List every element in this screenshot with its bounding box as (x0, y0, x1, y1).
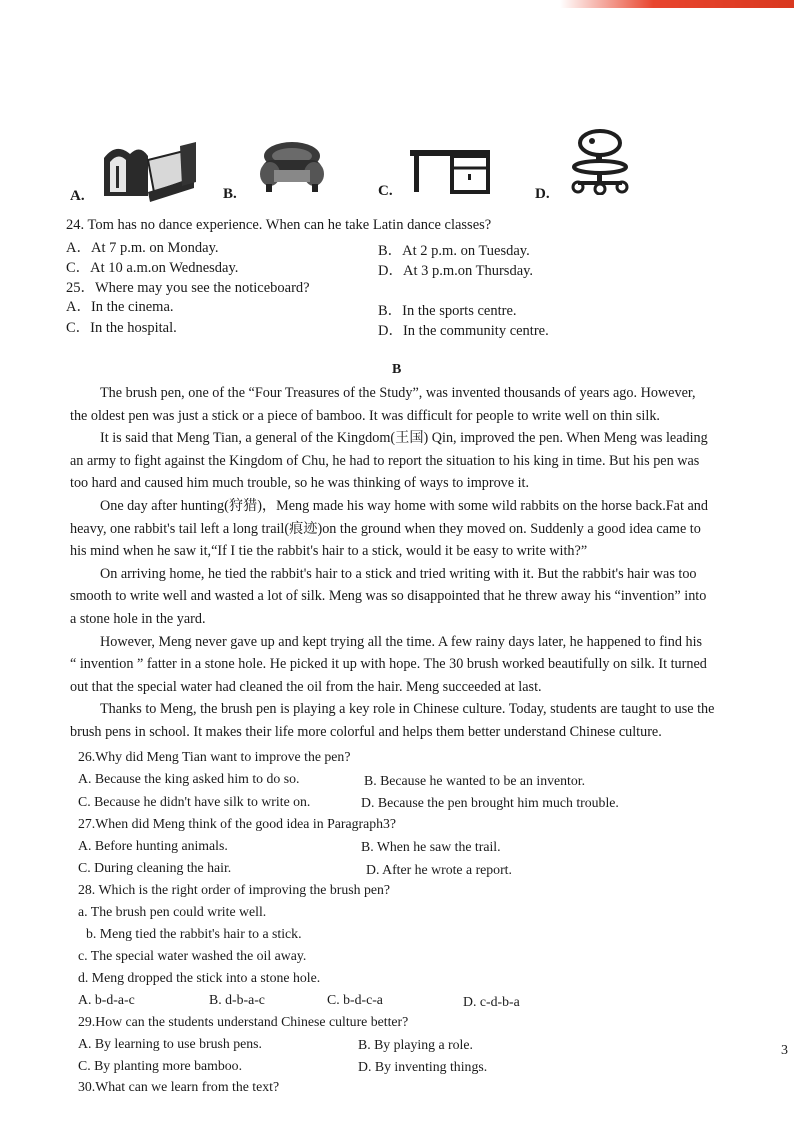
q27-option-a: A. Before hunting animals. (78, 838, 228, 853)
option-label-a: A. (70, 188, 85, 204)
passage-line: brush pens in school. It makes their life more colorful and helps them better understand Chinese culture. (70, 723, 662, 740)
q27-option-b: B. When he saw the trail. (361, 839, 501, 854)
passage-line: The brush pen, one of the “Four Treasures of the Study”, was invented thousands of years ago. However, (100, 385, 696, 401)
office-chair-icon (566, 127, 634, 195)
q24-option-b: B．At 2 p.m. on Tuesday. (378, 243, 530, 259)
q27-stem: 27.When did Meng think of the good idea in Paragraph3? (78, 816, 397, 831)
bed-icon (96, 136, 200, 204)
top-red-strip (560, 0, 794, 8)
q28-item: a. The brush pen could write well. (78, 904, 267, 919)
q24-option-c: C．At 10 a.m.on Wednesday. (66, 260, 239, 276)
passage-line: the oldest pen was just a stick or a piece of bamboo. It was difficult for people to write well on thin silk. (70, 407, 660, 424)
q26-option-c: C. Because he didn't have silk to write on. (78, 794, 311, 809)
passage-line: a stone hole in the yard. (70, 610, 206, 627)
q25-stem: 25．Where may you see the noticeboard? (66, 280, 310, 296)
q30-stem: 30.What can we learn from the text? (78, 1079, 280, 1094)
q26-option-d: D. Because the pen brought him much trouble. (361, 795, 619, 810)
q28-option-a: A. b-d-a-c (78, 992, 135, 1007)
q27-option-d: D. After he wrote a report. (366, 862, 512, 877)
reading-passage (70, 382, 772, 744)
option-label-c: C. (378, 183, 393, 199)
q28-option-d: D. c-d-b-a (463, 994, 520, 1009)
q29-option-a: A. By learning to use brush pens. (78, 1036, 262, 1051)
q28-stem: 28. Which is the right order of improving the brush pen? (78, 882, 391, 897)
q28-item: c. The special water washed the oil away. (78, 948, 307, 963)
q24-stem: 24. Tom has no dance experience. When can he take Latin dance classes? (66, 217, 492, 233)
passage-line: On arriving home, he tied the rabbit's hair to a stick and tried writing with it. But the rabbit's hair was too (100, 565, 697, 582)
q25-option-b: B．In the sports centre. (378, 303, 517, 319)
q25-option-d: D．In the community centre. (378, 323, 549, 339)
passage-line: One day after hunting(狩猎)，Meng made his way home with some wild rabbits on the horse back.Fat and (100, 497, 708, 514)
armchair-icon (256, 138, 328, 196)
passage-line: It is said that Meng Tian, a general of the Kingdom(王国) Qin, improved the pen. When Meng was leading (100, 430, 708, 447)
q26-option-a: A. Because the king asked him to do so. (78, 771, 300, 786)
passage-line: Thanks to Meng, the brush pen is playing a key role in Chinese culture. Today, students are taught to use the (100, 701, 715, 718)
passage-line: his mind when he saw it,“If I tie the rabbit's hair to a stick, would it be easy to write with?” (70, 543, 588, 560)
q26-stem: 26.Why did Meng Tian want to improve the pen? (78, 749, 351, 764)
passage-line: out that the special water had cleaned the oil from the hair. Meng succeeded at last. (70, 678, 542, 695)
passage-line: However, Meng never gave up and kept trying all the time. A few rainy days later, he happened to find his (100, 633, 703, 650)
passage-line: “ invention ” fatter in a stone hole. He picked it up with hope. The 30 brush worked beautifully on silk. It turned (70, 656, 707, 673)
passage-line: heavy, one rabbit's tail left a long trail(痕迹)on the ground when they moved on. Suddenly a good idea came to (70, 520, 701, 537)
q29-stem: 29.How can the students understand Chinese culture better? (78, 1014, 409, 1029)
q28-item: d. Meng dropped the stick into a stone hole. (78, 970, 321, 985)
q24-option-d: D．At 3 p.m.on Thursday. (378, 263, 534, 279)
q29-option-c: C. By planting more bamboo. (78, 1058, 243, 1073)
passage-line: smooth to write well and wasted a lot of silk. Meng was so disappointed that he threw away his “invention” into (70, 588, 707, 605)
q29-option-b: B. By playing a role. (358, 1037, 473, 1052)
q27-option-c: C. During cleaning the hair. (78, 860, 232, 875)
q26-option-b: B. Because he wanted to be an inventor. (364, 773, 586, 788)
q29-option-d: D. By inventing things. (358, 1059, 488, 1074)
q28-option-c: C. b-d-c-a (327, 992, 383, 1007)
q28-item: b. Meng tied the rabbit's hair to a stick. (86, 926, 302, 941)
option-label-b: B. (223, 186, 237, 202)
q28-option-b: B. d-b-a-c (209, 992, 265, 1007)
desk-icon (408, 148, 492, 194)
passage-line: an army to fight against the Kingdom of Chu, he had to report the situation to his king in time. But his pen was (70, 452, 700, 469)
passage-line: too hard and caused him much trouble, so he was thinking of ways to improve it. (70, 475, 530, 492)
option-label-d: D. (535, 186, 550, 202)
q24-option-a: A．At 7 p.m. on Monday. (66, 240, 219, 256)
section-heading: B (392, 362, 402, 377)
q25-option-a: A．In the cinema. (66, 299, 174, 315)
q25-option-c: C．In the hospital. (66, 320, 177, 336)
page-number: 3 (781, 1043, 788, 1058)
